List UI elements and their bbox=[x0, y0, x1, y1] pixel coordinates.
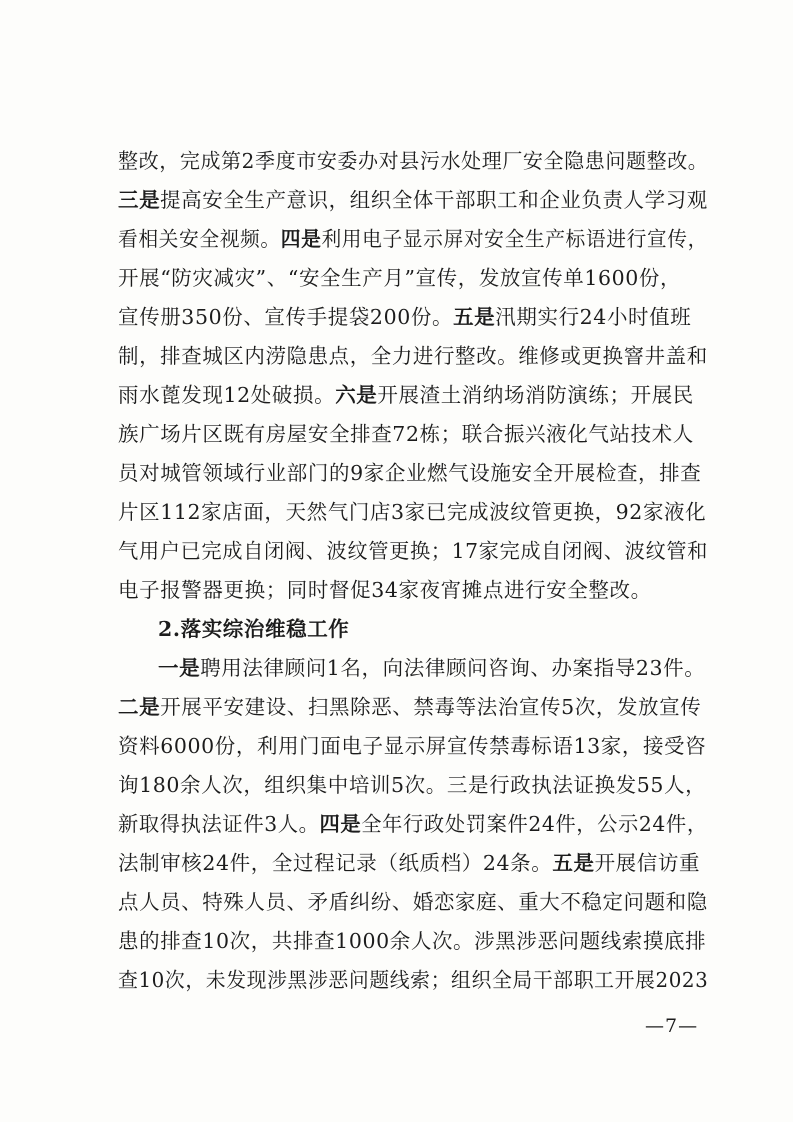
text-span: 开展“防灾减灾”、“安全生产月”宣传，发放宣传单1600份， bbox=[118, 266, 682, 290]
text-span: 提高安全生产意识，组织全体干部职工和企业负责人学习观 bbox=[160, 188, 708, 212]
text-span: 法制审核24件，全过程记录（纸质档）24条。 bbox=[118, 851, 553, 875]
enumerator-bold: 三是 bbox=[118, 188, 161, 212]
text-span: 查10次，未发现涉黑涉恶问题线索；组织全局干部职工开展2023 bbox=[118, 968, 709, 992]
section-heading bbox=[158, 616, 708, 642]
text-line bbox=[118, 304, 708, 330]
text-span: 汛期实行24小时值班 bbox=[495, 305, 692, 329]
enumerator-bold: 四是 bbox=[319, 812, 362, 836]
page-number: —7— bbox=[645, 1015, 699, 1037]
text-span: 整改，完成第2季度市安委办对县污水处理厂安全隐患问题整改。 bbox=[118, 149, 709, 173]
text-line bbox=[118, 967, 709, 993]
text-span: 聘用法律顾问1名，向法律顾问咨询、办案指导23件。 bbox=[200, 656, 706, 680]
text-line bbox=[118, 577, 708, 603]
text-span: 雨水蓖发现12处破损。 bbox=[118, 383, 336, 407]
text-line bbox=[118, 694, 708, 720]
text-line bbox=[118, 538, 708, 564]
text-span: 族广场片区既有房屋安全排查72栋；联合振兴液化气站技术人 bbox=[118, 422, 694, 446]
text-line bbox=[118, 460, 708, 486]
text-span: 看相关安全视频。 bbox=[118, 227, 281, 251]
text-line bbox=[118, 148, 709, 174]
text-span: 询180余人次，组织集中培训5次。三是行政执法证换发55人， bbox=[118, 773, 707, 797]
enumerator-bold: 六是 bbox=[335, 383, 378, 407]
text-span: 员对城管领域行业部门的9家企业燃气设施安全开展检查，排查 bbox=[118, 461, 702, 485]
text-line bbox=[118, 889, 707, 915]
text-line bbox=[118, 811, 708, 837]
enumerator-bold: 四是 bbox=[280, 227, 322, 251]
text-span: 气用户已完成自闭阀、波纹管更换；17家完成自闭阀、波纹管和 bbox=[118, 539, 708, 563]
text-span: 开展信访重 bbox=[594, 851, 701, 875]
text-line bbox=[118, 850, 708, 876]
text-span: 点人员、特殊人员、矛盾纠纷、婚恋家庭、重大不稳定问题和隐 bbox=[118, 890, 708, 914]
text-line bbox=[118, 226, 708, 252]
text-span: 患的排查10次，共排查1000余人次。涉黑涉恶问题线索摸底排 bbox=[118, 929, 707, 953]
text-line bbox=[118, 187, 707, 213]
heading-text: 2.落实综治维稳工作 bbox=[158, 617, 350, 641]
text-line bbox=[118, 343, 707, 369]
text-span: 新取得执法证件3人。 bbox=[118, 812, 320, 836]
text-span: 开展平安建设、扫黑除恶、禁毒等法治宣传5次，发放宣传 bbox=[160, 695, 702, 719]
text-span: 资料6000份，利用门面电子显示屏宣传禁毒标语13家，接受咨 bbox=[118, 734, 707, 758]
text-span: 开展渣土消纳场消防演练；开展民 bbox=[377, 383, 694, 407]
enumerator-bold: 二是 bbox=[118, 695, 161, 719]
text-line bbox=[158, 655, 708, 681]
text-span: 电子报警器更换；同时督促34家夜宵摊点进行安全整改。 bbox=[118, 578, 652, 602]
text-line bbox=[118, 421, 708, 447]
enumerator-bold: 一是 bbox=[158, 656, 201, 680]
text-span: 利用电子显示屏对安全生产标语进行宣传， bbox=[321, 227, 708, 251]
enumerator-bold: 五是 bbox=[453, 305, 496, 329]
text-line bbox=[118, 733, 708, 759]
text-line bbox=[118, 265, 708, 291]
text-line bbox=[118, 382, 708, 408]
enumerator-bold: 五是 bbox=[552, 851, 595, 875]
text-span: 全年行政处罚案件24件，公示24件， bbox=[361, 812, 708, 836]
text-span: 宣传册350份、宣传手提袋200份。 bbox=[118, 305, 454, 329]
text-span: 制，排查城区内涝隐患点，全力进行整改。维修或更换窨井盖和 bbox=[118, 344, 708, 368]
text-line bbox=[118, 499, 708, 525]
text-line bbox=[118, 772, 708, 798]
text-span: 片区112家店面，天然气门店3家已完成波纹管更换，92家液化 bbox=[118, 500, 707, 524]
text-line bbox=[118, 928, 708, 954]
